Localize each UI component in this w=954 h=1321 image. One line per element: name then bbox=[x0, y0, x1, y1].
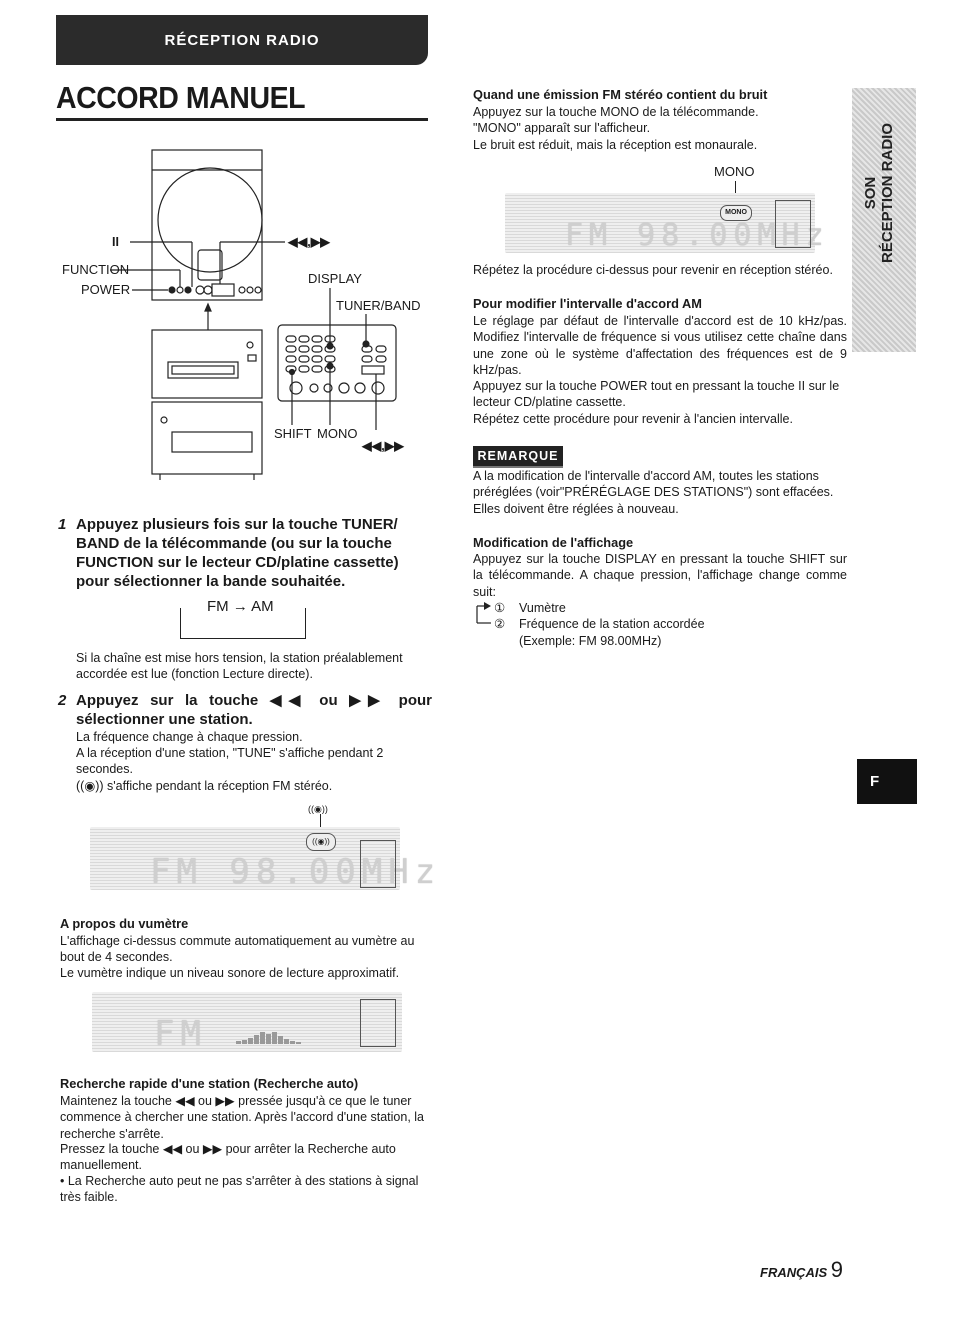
lcd-2-meter bbox=[360, 999, 396, 1047]
display-cycle-arrow bbox=[473, 598, 493, 628]
mono-p1: Appuyez sur la touche MONO de la télécommande. bbox=[473, 105, 759, 119]
lcd-1-text: FM 98.00MHz bbox=[150, 852, 442, 892]
auto-p2: Pressez la touche ◀◀ ou ▶▶ pour arrêter la Recherche auto manuellement. bbox=[60, 1142, 396, 1173]
footer bbox=[760, 1257, 843, 1283]
display-heading: Modification de l'affichage bbox=[473, 535, 634, 550]
vu-heading: A propos du vumètre bbox=[60, 916, 189, 931]
label-display: DISPLAY bbox=[308, 271, 362, 286]
am-p3: Répétez cette procédure pour revenir à l'ancien intervalle. bbox=[473, 412, 793, 426]
side-tab-text bbox=[862, 88, 896, 298]
am-p2: Appuyez sur la touche POWER tout en pressant la touche II sur le lecteur CD/platine cassette. bbox=[473, 379, 840, 410]
cd-player-outline bbox=[152, 150, 262, 300]
display-p1: Appuyez sur la touche DISPLAY en pressant la touche SHIFT sur la télécommande. A chaque pression, l'affichage change comme suit: bbox=[473, 552, 847, 599]
cd-lid bbox=[158, 168, 262, 272]
label-shift: SHIFT bbox=[274, 426, 312, 441]
section-title: RÉCEPTION RADIO bbox=[164, 32, 320, 49]
remarque-text: A la modification de l'intervalle d'accord AM, toutes les stations préréglées (voir"PRÉRÉGLAGE DES STATIONS") sont effacées. Elles doivent être réglées à nouveau. bbox=[473, 469, 834, 516]
label-function: FUNCTION bbox=[62, 262, 130, 277]
step-2-p2: A la réception d'une station, "TUNE" s'affiche pendant 2 secondes. bbox=[76, 746, 384, 777]
display-item-2-example: (Exemple: FM 98.00MHz) bbox=[519, 634, 662, 648]
lcd-2-text: FM bbox=[154, 1014, 207, 1054]
language-box bbox=[857, 759, 917, 804]
vu-meter-bars bbox=[236, 1030, 302, 1044]
am-heading: Pour modifier l'intervalle d'accord AM bbox=[473, 296, 702, 311]
side-tab-line-1: SON bbox=[862, 176, 879, 210]
skip-symbol-bottom: ◀◀,▶▶ bbox=[362, 439, 404, 453]
display-item-1: Vumètre bbox=[519, 601, 566, 615]
mono-label: MONO bbox=[714, 164, 755, 179]
mono-p4: Répétez la procédure ci-dessus pour revenir en réception stéréo. bbox=[473, 263, 833, 277]
label-mono: MONO bbox=[317, 426, 358, 441]
step-2-number: 2 bbox=[58, 692, 67, 709]
footer-lang: FRANÇAIS bbox=[760, 1265, 828, 1280]
step-2-text-a: Appuyez sur la touche ◀◀ ou ▶▶ pour bbox=[76, 692, 432, 709]
display-item-2-number: ② bbox=[494, 617, 506, 631]
language-letter: F bbox=[870, 773, 880, 790]
auto-heading: Recherche rapide d'une station (Recherche auto) bbox=[60, 1076, 359, 1091]
am-p1: Le réglage par défaut de l'intervalle d'accord est de 10 kHz/pas. Modifiez l'intervalle de fréquence si vous utilisez cette chaîne dans une zone où le système d'affectation des fréquences est de 9 kHz/pas. bbox=[473, 314, 847, 378]
band-cycle: FM → AM bbox=[207, 598, 274, 615]
step-2-text-b: sélectionner une station. bbox=[76, 711, 253, 728]
pause-symbol: II bbox=[112, 235, 119, 249]
mono-indicator: MONO bbox=[720, 205, 752, 221]
step-2-p3: ((◉)) s'affiche pendant la réception FM stéréo. bbox=[76, 779, 333, 793]
display-item-2: Fréquence de la station accordée bbox=[519, 617, 705, 631]
page-title: ACCORD MANUEL bbox=[56, 80, 306, 115]
vu-p1: L'affichage ci-dessus commute automatiquement au vumètre au bout de 4 secondes. bbox=[60, 934, 415, 965]
label-power: POWER bbox=[81, 282, 131, 297]
stereo-icon-label: ((◉)) bbox=[308, 804, 328, 814]
lcd-1-meter bbox=[360, 840, 396, 888]
auto-p3: • La Recherche auto peut ne pas s'arrêter à des stations à signal très faible. bbox=[60, 1174, 419, 1205]
skip-symbol-top: ◀◀,▶▶ bbox=[288, 235, 330, 249]
page-number: 9 bbox=[830, 1257, 844, 1282]
vu-p2: Le vumètre indique un niveau sonore de lecture approximatif. bbox=[60, 966, 400, 980]
mono-p3: Le bruit est réduit, mais la réception est monaurale. bbox=[473, 138, 758, 152]
lcd-3-meter bbox=[775, 200, 811, 248]
stereo-indicator: ((◉)) bbox=[306, 833, 336, 851]
step-1-number: 1 bbox=[58, 516, 67, 533]
title-divider bbox=[56, 118, 428, 121]
step-1-note: Si la chaîne est mise hors tension, la station préalablement accordée est lue (fonction Lecture directe). bbox=[76, 651, 403, 682]
side-tab-line-2: RÉCEPTION RADIO bbox=[879, 123, 896, 264]
mono-heading: Quand une émission FM stéréo contient du bruit bbox=[473, 87, 768, 102]
display-item-1-number: ① bbox=[494, 601, 506, 615]
label-tuner-band: TUNER/BAND bbox=[336, 298, 421, 313]
auto-p1: Maintenez la touche ◀◀ ou ▶▶ pressée jusqu'à ce que le tuner commence à chercher une station. Après l'accord d'une station, la recherche s'arrête. bbox=[60, 1094, 425, 1141]
step-2-p1: La fréquence change à chaque pression. bbox=[76, 730, 303, 744]
remarque-badge: REMARQUE bbox=[473, 446, 563, 468]
step-1-text: Appuyez plusieurs fois sur la touche TUNER/ BAND de la télécommande (ou sur la touche FUNCTION sur le lecteur CD/platine cassette) pour sélectionner la bande souhaitée. bbox=[76, 516, 399, 590]
mono-p2: "MONO" apparaît sur l'afficheur. bbox=[473, 121, 651, 135]
lcd-3-text: FM 98.00MHz bbox=[565, 218, 830, 253]
